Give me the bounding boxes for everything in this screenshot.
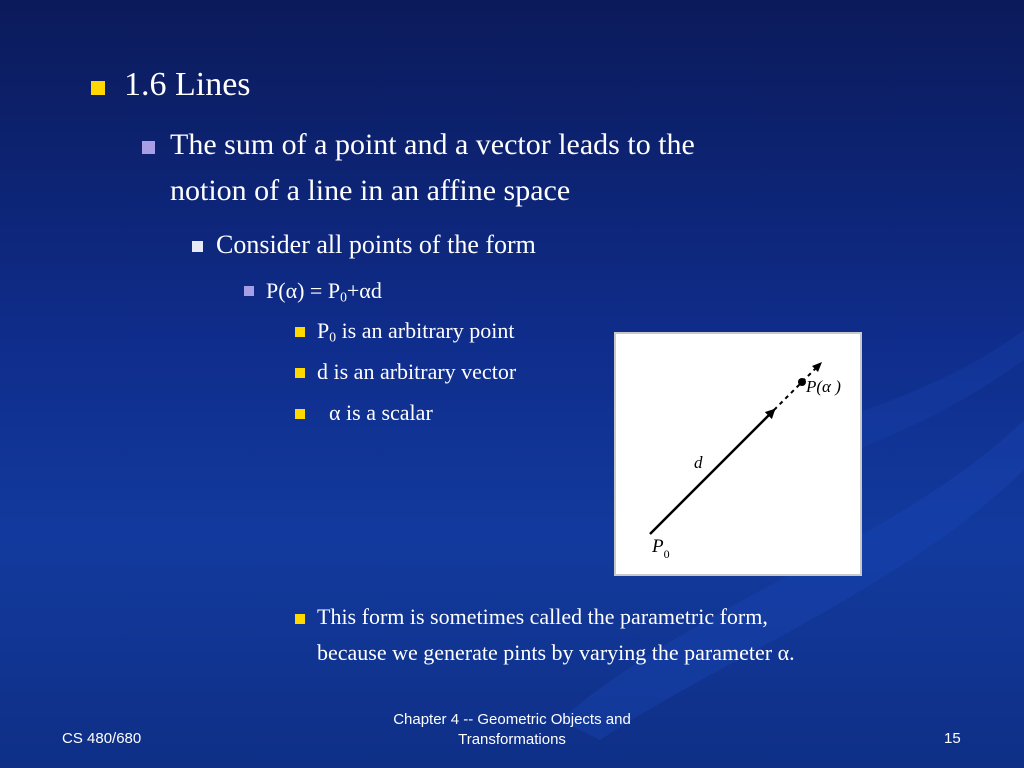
vector-d-line xyxy=(650,410,774,534)
point-vector-line1 xyxy=(170,128,695,162)
slide-title xyxy=(124,66,251,104)
line-diagram xyxy=(614,332,862,576)
p0-label: P xyxy=(317,318,330,343)
parametric-form-line1 xyxy=(317,604,768,630)
alpha-text: is a scalar xyxy=(340,400,433,425)
d-text: d is an arbitrary vector xyxy=(317,359,517,384)
point-palpha-dot xyxy=(798,378,806,386)
consider-points-text: Consider all points of the form xyxy=(216,230,536,259)
eq-plus: + xyxy=(346,278,360,303)
consider-points-line xyxy=(216,230,536,260)
line-equation xyxy=(266,278,382,304)
bullet-level5-1 xyxy=(295,327,305,337)
page-number: 15 xyxy=(944,730,961,747)
alpha-scalar xyxy=(329,400,433,426)
footer-chapter-line1: Chapter 4 -- Geometric Objects and xyxy=(393,711,631,728)
label-p0-sub: 0 xyxy=(663,547,670,561)
footer-course: CS 480/680 xyxy=(62,730,142,747)
bullet-level3 xyxy=(192,241,203,252)
bullet-level4 xyxy=(244,286,254,296)
eq-mid: ) = P xyxy=(297,278,341,303)
label-p0-main: P xyxy=(652,536,664,557)
point-vector-line2 xyxy=(170,174,570,208)
point-vector-text-2: notion of a line in an affine space xyxy=(170,174,571,207)
line-diagram-svg xyxy=(616,334,860,574)
p0-text: is an arbitrary point xyxy=(336,318,515,343)
extension-arrowhead xyxy=(812,362,822,372)
eq-alpha2: α xyxy=(359,278,371,303)
bullet-level5-3 xyxy=(295,409,305,419)
label-palpha: P(α ) xyxy=(806,377,841,396)
eq-d: d xyxy=(370,278,382,303)
alpha-symbol: α xyxy=(329,400,341,425)
bullet-level2 xyxy=(142,141,155,154)
eq-alpha: α xyxy=(285,278,298,303)
parametric-form-text-1: This form is sometimes called the parametric form, xyxy=(317,604,768,629)
title-text: 1.6 Lines xyxy=(124,66,251,103)
footer-chapter xyxy=(372,710,652,750)
label-p0 xyxy=(651,536,670,561)
p0-arbitrary-point xyxy=(317,318,514,344)
parametric-form-line2 xyxy=(317,640,795,666)
point-vector-text-1: The sum of a point and a vector leads to the xyxy=(170,128,695,161)
eq-sub: 0 xyxy=(340,289,347,305)
parametric-form-text-2: because we generate pints by varying the parameter α. xyxy=(317,640,795,665)
bullet-level5-4 xyxy=(295,614,305,624)
footer-chapter-line2: Transformations xyxy=(458,731,566,748)
eq-p: P( xyxy=(266,278,286,303)
p0-sub: 0 xyxy=(329,329,337,345)
label-d: d xyxy=(694,453,703,472)
bullet-level5-2 xyxy=(295,368,305,378)
bullet-level1 xyxy=(91,81,105,95)
d-arbitrary-vector xyxy=(317,359,516,385)
